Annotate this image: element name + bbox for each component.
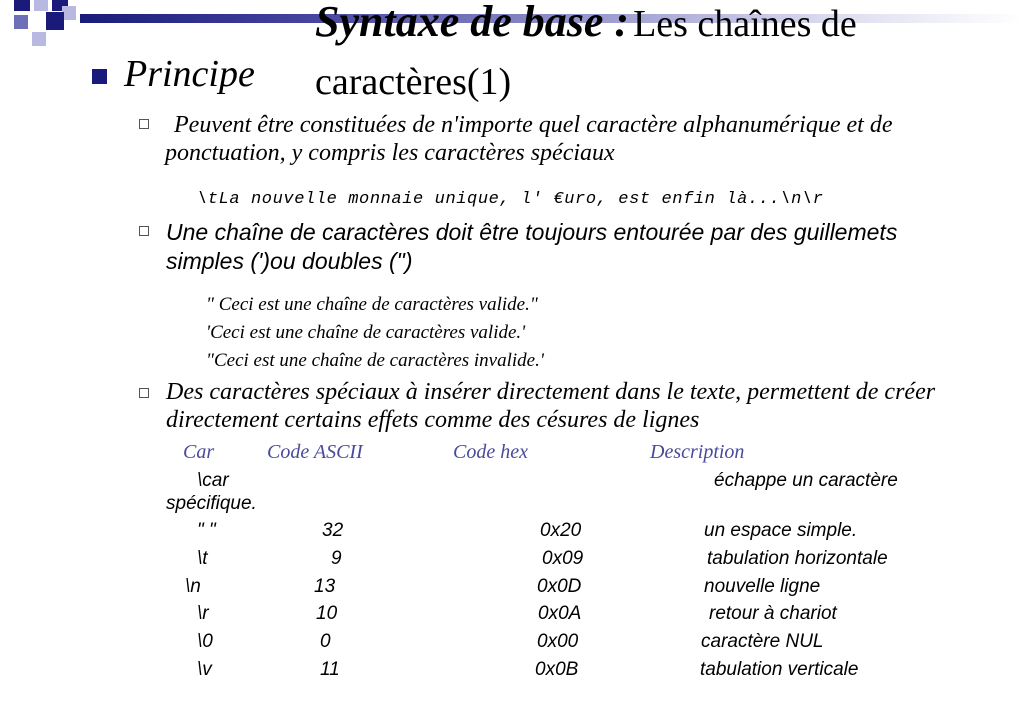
title-bold: Syntaxe de base : [315, 0, 630, 46]
table-cell-car: \t [197, 548, 208, 569]
bullet-square-icon [92, 69, 107, 84]
decor-square [14, 15, 28, 29]
bullet1-line2: ponctuation, y compris les caractères spéciaux [165, 140, 615, 166]
table-cell-hex: 0x00 [537, 631, 579, 652]
slide-title [315, 0, 857, 47]
slide-title-line2 [315, 60, 511, 104]
table-cell-hex: 0x09 [542, 548, 584, 569]
bullet2-line2: simples (')ou doubles (") [166, 248, 413, 274]
table-cell-ascii: 11 [320, 659, 340, 680]
table-cell-car: \car [197, 470, 229, 491]
table-cell-car: " " [197, 520, 216, 541]
table-cell-hex: 0x0B [535, 659, 579, 680]
table-cell-desc: tabulation horizontale [707, 548, 888, 569]
table-header-car: Car [183, 441, 215, 463]
decor-square [62, 6, 76, 20]
title-rest-2: caractères(1) [315, 61, 512, 103]
table-cell-car: \v [197, 659, 212, 680]
table-cell-desc: nouvelle ligne [704, 576, 821, 597]
hollow-square-icon [139, 119, 149, 129]
hollow-square-icon [139, 388, 149, 398]
table-cell-desc: tabulation verticale [700, 659, 859, 680]
table-header-hex: Code hex [453, 441, 528, 463]
table-cell-hex: 0x0D [537, 576, 582, 597]
example-line: " Ceci est une chaîne de caractères valide." [206, 294, 538, 315]
table-cell-car: \0 [197, 631, 213, 652]
table-cell-car: \n [185, 576, 201, 597]
hollow-square-icon [139, 226, 149, 236]
example-line: 'Ceci est une chaîne de caractères valide.' [206, 322, 526, 343]
example-line: "Ceci est une chaîne de caractères invalide.' [206, 350, 544, 371]
table-header-description: Description [650, 441, 745, 463]
decor-square [14, 0, 30, 11]
bullet3-line2: directement certains effets comme des césures de lignes [166, 407, 700, 433]
bullet3-line1: Des caractères spéciaux à insérer directement dans le texte, permettent de créer [166, 379, 936, 405]
table-cell-hex: 0x20 [540, 520, 582, 541]
code-example: \tLa nouvelle monnaie unique, l' €uro, est enfin là...\n\r [197, 190, 824, 209]
bullet1-line1: Peuvent être constituées de n'importe quel caractère alphanumérique et de [174, 112, 893, 138]
table-cell-ascii: 0 [320, 631, 331, 652]
table-cell-ascii: 13 [314, 576, 336, 597]
principe-heading: Principe [124, 53, 255, 95]
table-cell-desc: caractère NUL [701, 631, 824, 652]
table-cell-desc: échappe un caractère [714, 470, 898, 491]
table-cell-desc-cont: spécifique. [166, 493, 257, 514]
table-cell-desc: retour à chariot [709, 603, 837, 624]
decor-square [34, 0, 48, 11]
table-cell-ascii: 32 [322, 520, 344, 541]
table-cell-ascii: 10 [316, 603, 338, 624]
decor-square [32, 32, 46, 46]
table-cell-ascii: 9 [331, 548, 342, 569]
bullet2-line1: Une chaîne de caractères doit être toujours entourée par des guillemets [166, 219, 898, 245]
title-rest: Les chaînes de [633, 3, 857, 45]
decor-square [46, 12, 64, 30]
table-cell-car: \r [197, 603, 209, 624]
table-cell-hex: 0x0A [538, 603, 582, 624]
table-header-ascii: Code ASCII [267, 441, 363, 463]
table-cell-desc: un espace simple. [704, 520, 858, 541]
